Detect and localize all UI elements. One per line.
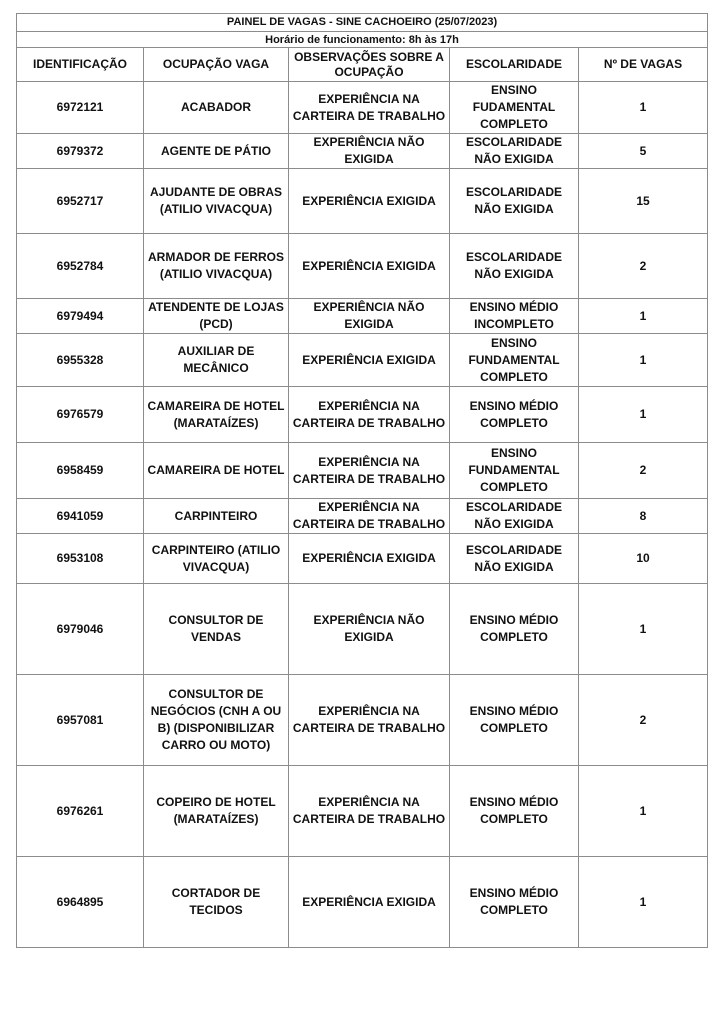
cell-observations: EXPERIÊNCIA NA CARTEIRA DE TRABALHO [289, 675, 450, 766]
cell-vacancies: 1 [579, 334, 708, 387]
table-header-row [17, 48, 708, 82]
cell-occupation: ATENDENTE DE LOJAS (PCD) [144, 299, 289, 334]
opening-hours: Horário de funcionamento: 8h às 17h [17, 32, 708, 48]
table-row [17, 857, 708, 948]
cell-occupation: CONSULTOR DE VENDAS [144, 584, 289, 675]
header-observations: OBSERVAÇÕES SOBRE A OCUPAÇÃO [289, 48, 450, 82]
cell-id: 6952784 [17, 234, 144, 299]
cell-education: ENSINO MÉDIO COMPLETO [450, 584, 579, 675]
cell-education: ENSINO FUDAMENTAL COMPLETO [450, 82, 579, 134]
table-row [17, 675, 708, 766]
header-education: ESCOLARIDADE [450, 48, 579, 82]
cell-id: 6941059 [17, 499, 144, 534]
cell-education: ESCOLARIDADE NÃO EXIGIDA [450, 134, 579, 169]
cell-observations: EXPERIÊNCIA EXIGIDA [289, 169, 450, 234]
cell-education: ENSINO FUNDAMENTAL COMPLETO [450, 334, 579, 387]
cell-occupation: CAMAREIRA DE HOTEL [144, 443, 289, 499]
cell-vacancies: 8 [579, 499, 708, 534]
cell-observations: EXPERIÊNCIA NA CARTEIRA DE TRABALHO [289, 443, 450, 499]
cell-vacancies: 1 [579, 857, 708, 948]
cell-observations: EXPERIÊNCIA NA CARTEIRA DE TRABALHO [289, 499, 450, 534]
cell-observations: EXPERIÊNCIA NÃO EXIGIDA [289, 299, 450, 334]
cell-id: 6979046 [17, 584, 144, 675]
cell-vacancies: 15 [579, 169, 708, 234]
table-row [17, 584, 708, 675]
cell-occupation: COPEIRO DE HOTEL (MARATAÍZES) [144, 766, 289, 857]
cell-id: 6976261 [17, 766, 144, 857]
cell-observations: EXPERIÊNCIA NA CARTEIRA DE TRABALHO [289, 766, 450, 857]
cell-id: 6972121 [17, 82, 144, 134]
table-row [17, 443, 708, 499]
cell-education: ENSINO MÉDIO COMPLETO [450, 857, 579, 948]
cell-occupation: ARMADOR DE FERROS (ATILIO VIVACQUA) [144, 234, 289, 299]
header-occupation: OCUPAÇÃO VAGA [144, 48, 289, 82]
table-row [17, 534, 708, 584]
cell-observations: EXPERIÊNCIA NÃO EXIGIDA [289, 584, 450, 675]
cell-occupation: AJUDANTE DE OBRAS (ATILIO VIVACQUA) [144, 169, 289, 234]
cell-occupation: CORTADOR DE TECIDOS [144, 857, 289, 948]
cell-vacancies: 2 [579, 443, 708, 499]
cell-id: 6964895 [17, 857, 144, 948]
cell-vacancies: 10 [579, 534, 708, 584]
cell-id: 6957081 [17, 675, 144, 766]
header-id: IDENTIFICAÇÃO [17, 48, 144, 82]
cell-vacancies: 1 [579, 584, 708, 675]
cell-observations: EXPERIÊNCIA EXIGIDA [289, 534, 450, 584]
cell-id: 6955328 [17, 334, 144, 387]
cell-education: ENSINO FUNDAMENTAL COMPLETO [450, 443, 579, 499]
cell-education: ESCOLARIDADE NÃO EXIGIDA [450, 234, 579, 299]
cell-observations: EXPERIÊNCIA NA CARTEIRA DE TRABALHO [289, 387, 450, 443]
cell-education: ENSINO MÉDIO COMPLETO [450, 387, 579, 443]
cell-occupation: ACABADOR [144, 82, 289, 134]
cell-id: 6952717 [17, 169, 144, 234]
cell-id: 6976579 [17, 387, 144, 443]
cell-id: 6958459 [17, 443, 144, 499]
cell-education: ESCOLARIDADE NÃO EXIGIDA [450, 499, 579, 534]
cell-id: 6953108 [17, 534, 144, 584]
panel-title: PAINEL DE VAGAS - SINE CACHOEIRO (25/07/2023) [17, 14, 708, 32]
cell-vacancies: 1 [579, 299, 708, 334]
cell-education: ESCOLARIDADE NÃO EXIGIDA [450, 534, 579, 584]
table-row [17, 134, 708, 169]
cell-occupation: CARPINTEIRO (ATILIO VIVACQUA) [144, 534, 289, 584]
cell-observations: EXPERIÊNCIA NÃO EXIGIDA [289, 134, 450, 169]
cell-education: ESCOLARIDADE NÃO EXIGIDA [450, 169, 579, 234]
cell-vacancies: 2 [579, 234, 708, 299]
cell-vacancies: 1 [579, 766, 708, 857]
table-row [17, 387, 708, 443]
table-row [17, 82, 708, 134]
cell-occupation: AUXILIAR DE MECÂNICO [144, 334, 289, 387]
job-vacancies-table [16, 13, 708, 948]
cell-observations: EXPERIÊNCIA NA CARTEIRA DE TRABALHO [289, 82, 450, 134]
cell-observations: EXPERIÊNCIA EXIGIDA [289, 234, 450, 299]
cell-occupation: CARPINTEIRO [144, 499, 289, 534]
cell-observations: EXPERIÊNCIA EXIGIDA [289, 857, 450, 948]
header-vacancies: Nº DE VAGAS [579, 48, 708, 82]
cell-vacancies: 1 [579, 387, 708, 443]
cell-occupation: AGENTE DE PÁTIO [144, 134, 289, 169]
table-row [17, 766, 708, 857]
table-row [17, 334, 708, 387]
job-panel-sheet [16, 13, 707, 948]
table-row [17, 234, 708, 299]
cell-occupation: CONSULTOR DE NEGÓCIOS (CNH A OU B) (DISPONIBILIZAR CARRO OU MOTO) [144, 675, 289, 766]
table-row [17, 499, 708, 534]
cell-vacancies: 5 [579, 134, 708, 169]
cell-observations: EXPERIÊNCIA EXIGIDA [289, 334, 450, 387]
cell-vacancies: 1 [579, 82, 708, 134]
cell-education: ENSINO MÉDIO COMPLETO [450, 766, 579, 857]
cell-education: ENSINO MÉDIO INCOMPLETO [450, 299, 579, 334]
table-row [17, 169, 708, 234]
cell-education: ENSINO MÉDIO COMPLETO [450, 675, 579, 766]
cell-id: 6979372 [17, 134, 144, 169]
table-row [17, 299, 708, 334]
cell-vacancies: 2 [579, 675, 708, 766]
cell-occupation: CAMAREIRA DE HOTEL (MARATAÍZES) [144, 387, 289, 443]
cell-id: 6979494 [17, 299, 144, 334]
